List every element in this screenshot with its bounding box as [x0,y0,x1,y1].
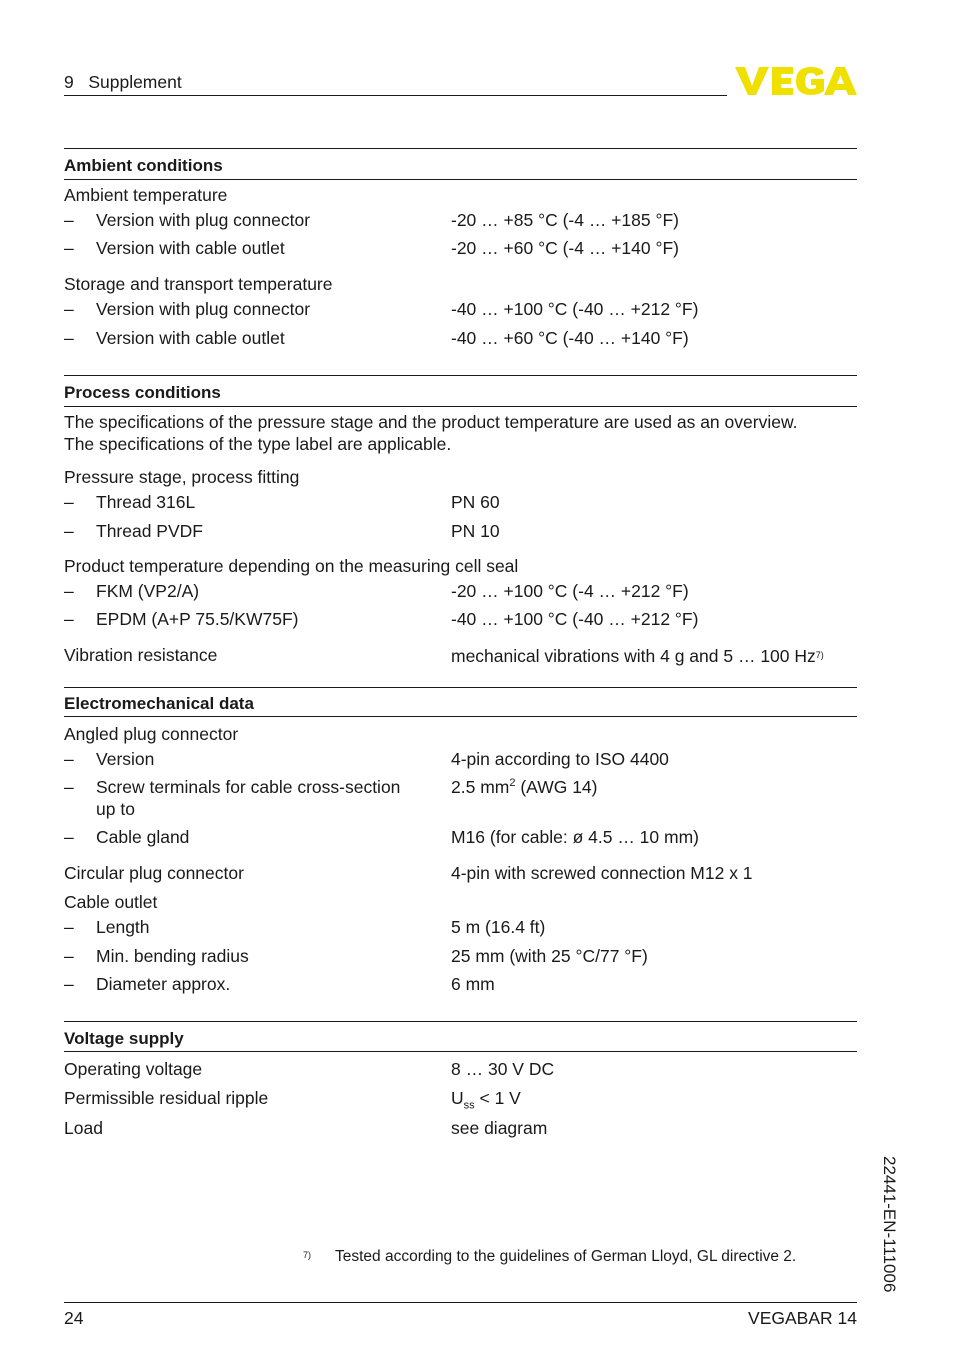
operating-voltage-value: 8 … 30 V DC [451,1059,555,1079]
process-top-rule [64,375,857,376]
load-value: see diagram [451,1118,548,1138]
process-heading: Process conditions [64,383,221,402]
voltage-heading: Voltage supply [64,1029,184,1048]
ambient-temperature-label: Ambient temperature [64,185,228,205]
list-dash: – [64,917,74,937]
process-intro-line2: The specifications of the type label are applicable. [64,434,452,454]
screw-terminals-label-line1: Screw terminals for cable cross-section [96,777,401,797]
ambient-bottom-rule [64,179,857,180]
electro-heading: Electromechanical data [64,694,254,713]
epdm-label: EPDM (A+P 75.5/KW75F) [96,609,299,629]
footer-rule [64,1302,857,1303]
thread-pvdf-value: PN 10 [451,521,500,541]
pressure-stage-label: Pressure stage, process fitting [64,467,300,487]
ambient-heading: Ambient conditions [64,156,223,175]
cable-gland-value: M16 (for cable: ø 4.5 … 10 mm) [451,827,699,847]
ambient-cable-label: Version with cable outlet [96,238,285,258]
vibration-value-row [451,644,824,667]
list-dash: – [64,827,74,847]
header-rule [64,95,727,96]
length-label: Length [96,917,150,937]
list-dash: – [64,328,74,348]
storage-plug-value: -40 … +100 °C (-40 … +212 °F) [451,299,699,319]
electro-top-rule [64,687,857,688]
screw-value-superscript: 2 [509,777,516,790]
list-dash: – [64,749,74,769]
length-value: 5 m (16.4 ft) [451,917,546,937]
cable-gland-label: Cable gland [96,827,190,847]
footnote-text: Tested according to the guidelines of German Lloyd, GL directive 2. [335,1248,797,1265]
list-dash: – [64,299,74,319]
product-temperature-label: Product temperature depending on the measuring cell seal [64,556,519,576]
ambient-plug-value: -20 … +85 °C (-4 … +185 °F) [451,210,679,230]
bending-radius-label: Min. bending radius [96,946,249,966]
cable-outlet-label: Cable outlet [64,892,158,912]
footnote-reference[interactable]: 7) [815,650,824,660]
vega-logo [735,64,859,98]
list-dash: – [64,210,74,230]
thread-316l-value: PN 60 [451,492,500,512]
storage-plug-label: Version with plug connector [96,299,311,319]
operating-voltage-label: Operating voltage [64,1059,203,1079]
page-number: 24 [64,1308,84,1328]
document-code: 22441-EN-111006 [880,1156,899,1293]
vibration-value: mechanical vibrations with 4 g and 5 … 100 Hz [451,646,816,666]
fkm-value: -20 … +100 °C (-4 … +212 °F) [451,581,689,601]
section-title: 9 Supplement [64,72,182,92]
diameter-value: 6 mm [451,974,495,994]
vibration-label: Vibration resistance [64,645,218,665]
list-dash: – [64,946,74,966]
list-dash: – [64,609,74,629]
list-dash: – [64,581,74,601]
angled-plug-label: Angled plug connector [64,724,239,744]
thread-pvdf-label: Thread PVDF [96,521,203,541]
product-name: VEGABAR 14 [748,1308,857,1328]
residual-ripple-value [451,1087,521,1112]
voltage-bottom-rule [64,1051,857,1052]
list-dash: – [64,238,74,258]
list-dash: – [64,777,74,797]
screw-terminals-value [451,776,597,798]
load-label: Load [64,1118,103,1138]
circular-plug-label: Circular plug connector [64,863,244,883]
thread-316l-label: Thread 316L [96,492,196,512]
screw-terminals-label-line2: up to [96,799,135,819]
diameter-label: Diameter approx. [96,974,231,994]
ripple-limit: < 1 V [474,1088,521,1108]
ambient-cable-value: -20 … +60 °C (-4 … +140 °F) [451,238,679,258]
storage-cable-label: Version with cable outlet [96,328,285,348]
list-dash: – [64,974,74,994]
bending-radius-value: 25 mm (with 25 °C/77 °F) [451,946,648,966]
process-intro-line1: The specifications of the pressure stage and the product temperature are used as an overview. [64,412,798,432]
ambient-top-rule [64,148,857,149]
voltage-top-rule [64,1021,857,1022]
process-bottom-rule [64,406,857,407]
electro-bottom-rule [64,716,857,717]
residual-ripple-label: Permissible residual ripple [64,1088,269,1108]
epdm-value: -40 … +100 °C (-40 … +212 °F) [451,609,699,629]
storage-temperature-label: Storage and transport temperature [64,274,333,294]
storage-cable-value: -40 … +60 °C (-40 … +140 °F) [451,328,689,348]
ripple-subscript: ss [463,1099,475,1112]
list-dash: – [64,521,74,541]
circular-plug-value: 4-pin with screwed connection M12 x 1 [451,863,753,883]
ripple-symbol: U [451,1088,464,1108]
list-dash: – [64,492,74,512]
ambient-plug-label: Version with plug connector [96,210,311,230]
screw-value-main: 2.5 mm [451,777,510,797]
screw-value-awg: (AWG 14) [515,777,598,797]
footnote-mark: 7) [303,1250,312,1260]
fkm-label: FKM (VP2/A) [96,581,200,601]
version-label: Version [96,749,155,769]
version-value: 4-pin according to ISO 4400 [451,749,669,769]
